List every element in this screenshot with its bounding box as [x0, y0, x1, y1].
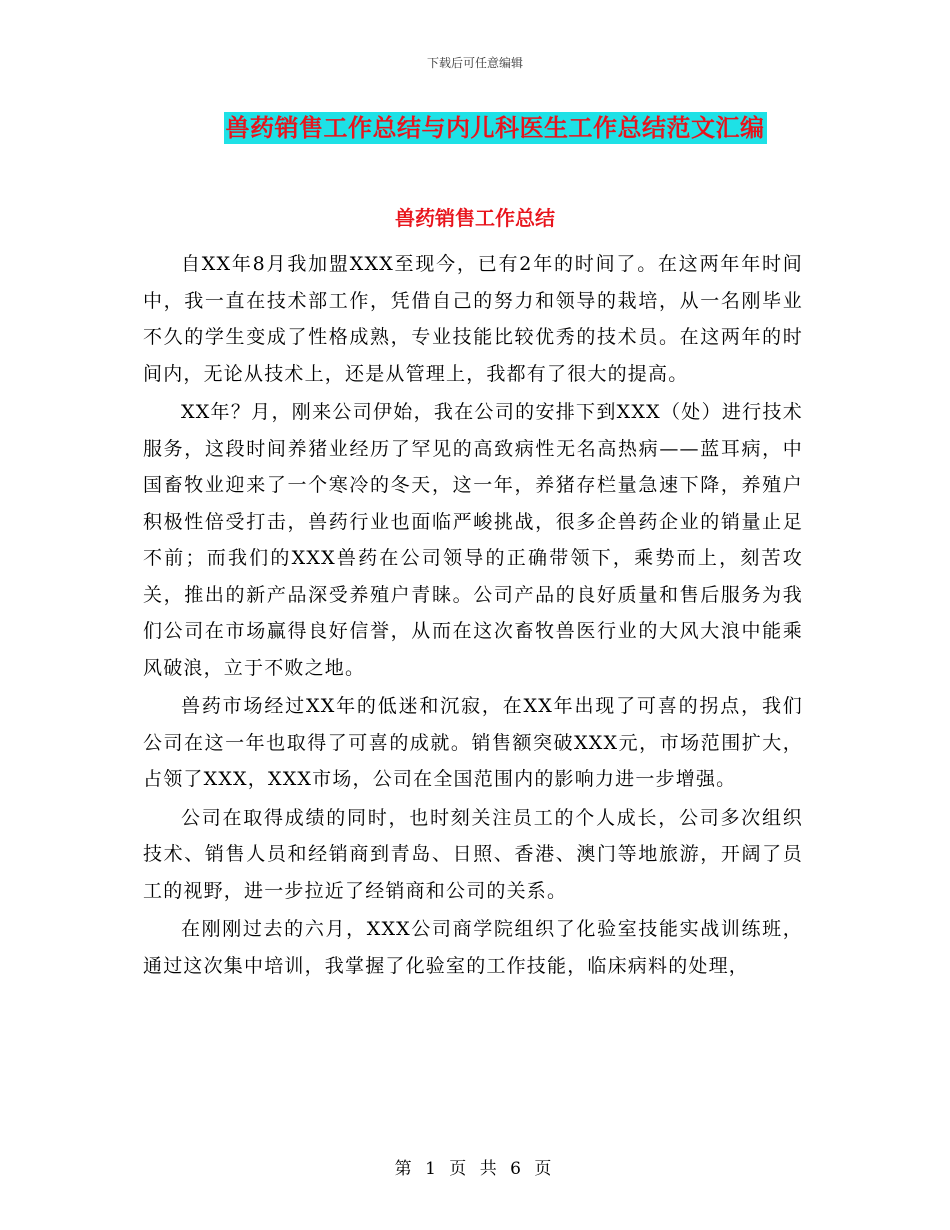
paragraph: 兽药市场经过XX年的低迷和沉寂，在XX年出现了可喜的拐点，我们公司在这一年也取得了可喜的成就。销售额突破XXX元，市场范围扩大，占领了XXX，XXX市场，公司在全国范围内的影响力进一步增强。: [143, 695, 803, 790]
body-text: [143, 246, 803, 986]
paragraph: 自XX年8月我加盟XXX至现今，已有2年的时间了。在这两年年时间中，我一直在技术部工作，凭借自己的努力和领导的栽培，从一名刚毕业不久的学生变成了性格成熟，专业技能比较优秀的技术员。在这两年的时间内，无论从技术上，还是从管理上，我都有了很大的提高。: [143, 253, 803, 385]
page-footer: 第 1 页 共 6 页: [394, 1159, 556, 1179]
document-title-wrap: [0, 112, 950, 144]
paragraph: 在刚刚过去的六月，XXX公司商学院组织了化验室技能实战训练班，通过这次集中培训，我掌握了化验室的工作技能，临床病料的处理，: [143, 918, 803, 977]
header-note: 下载后可任意编辑: [426, 56, 523, 70]
section-title: 兽药销售工作总结: [395, 206, 555, 230]
paragraph: XX年？月，刚来公司伊始，我在公司的安排下到XXX（处）进行技术服务，这段时间养猪业经历了罕见的高致病性无名高热病——蓝耳病，中国畜牧业迎来了一个寒冷的冬天，这一年，养猪存栏量急速下降，养殖户积极性倍受打击，兽药行业也面临严峻挑战，很多企兽药企业的销量止足不前；而我们的XXX兽药在公司领导的正确带领下，乘势而上，刻苦攻关，推出的新产品深受养殖户青睐。公司产品的良好质量和售后服务为我们公司在市场赢得良好信誉，从而在这次畜牧兽医行业的大风大浪中能乘风破浪，立于不败之地。: [143, 401, 803, 679]
paragraph: 公司在取得成绩的同时，也时刻关注员工的个人成长，公司多次组织技术、销售人员和经销商到青岛、日照、香港、澳门等地旅游，开阔了员工的视野，进一步拉近了经销商和公司的关系。: [143, 806, 803, 902]
document-title: 兽药销售工作总结与内儿科医生工作总结范文汇编: [225, 114, 765, 142]
